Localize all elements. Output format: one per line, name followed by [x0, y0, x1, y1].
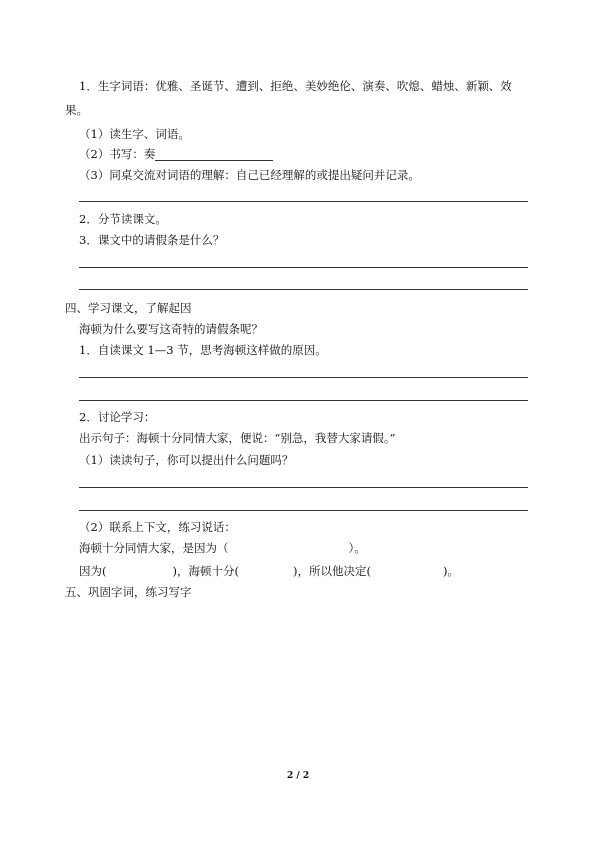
writing-practice [79, 147, 273, 161]
fill-in-sentence-1 [79, 541, 366, 555]
vocab-item-line2: 果。 [65, 103, 88, 117]
section-four-heading: 四、学习课文，了解起因 [65, 301, 192, 315]
fill-sentence-2-part1: 因为( [79, 564, 107, 578]
fill-blank[interactable] [371, 566, 443, 578]
fill-sentence-2-part4: )。 [442, 564, 459, 578]
vocab-item-line1: 1．生字词语：优雅、圣诞节、遭到、拒绝、美妙绝伦、演奏、吹熄、蜡烛、新颖、效 [79, 79, 512, 93]
question-leave-note: 3．课文中的请假条是什么？ [79, 233, 225, 247]
answer-line[interactable] [79, 377, 528, 378]
answer-line[interactable] [79, 400, 528, 401]
answer-line[interactable] [79, 289, 528, 290]
section-four-intro: 海顿为什么要写这奇特的请假条呢？ [79, 322, 263, 336]
fill-sentence-1-prefix: 海顿十分同情大家，是因为（ [79, 541, 229, 555]
answer-line[interactable] [79, 201, 528, 202]
discussion-heading: 2．讨论学习： [79, 410, 156, 424]
fill-blank[interactable] [229, 543, 349, 555]
writing-practice-label: （2）书写：奏 [79, 147, 156, 161]
fill-sentence-2-part3: )，所以他决定( [292, 564, 371, 578]
fill-in-sentence-2 [79, 564, 459, 578]
fill-blank[interactable] [107, 566, 173, 578]
section-five-heading: 五、巩固字词，练习写字 [65, 585, 192, 599]
page-number: 2 / 2 [287, 771, 310, 781]
read-by-section: 2．分节读课文。 [79, 212, 167, 226]
answer-line[interactable] [79, 267, 528, 268]
answer-line[interactable] [79, 487, 528, 488]
self-read-instruction: 1．自读课文 1—3 节，思考海顿这样做的原因。 [79, 343, 327, 357]
fill-sentence-1-suffix: ）。 [348, 541, 366, 555]
question-prompt: （1）读读句子，你可以提出什么问题吗？ [79, 453, 294, 467]
writing-blank[interactable] [155, 148, 273, 161]
read-words-instruction: （1）读生字、词语。 [79, 127, 190, 141]
answer-line[interactable] [79, 510, 528, 511]
example-sentence: 出示句子：海顿十分同情大家，便说：“别急，我替大家请假。” [79, 431, 396, 445]
speaking-practice-heading: （2）联系上下文，练习说话： [79, 520, 236, 534]
discuss-words-instruction: （3）同桌交流对词语的理解：自己已经理解的或提出疑问并记录。 [79, 168, 420, 182]
fill-blank[interactable] [239, 566, 293, 578]
fill-sentence-2-part2: )，海顿十分( [172, 564, 239, 578]
